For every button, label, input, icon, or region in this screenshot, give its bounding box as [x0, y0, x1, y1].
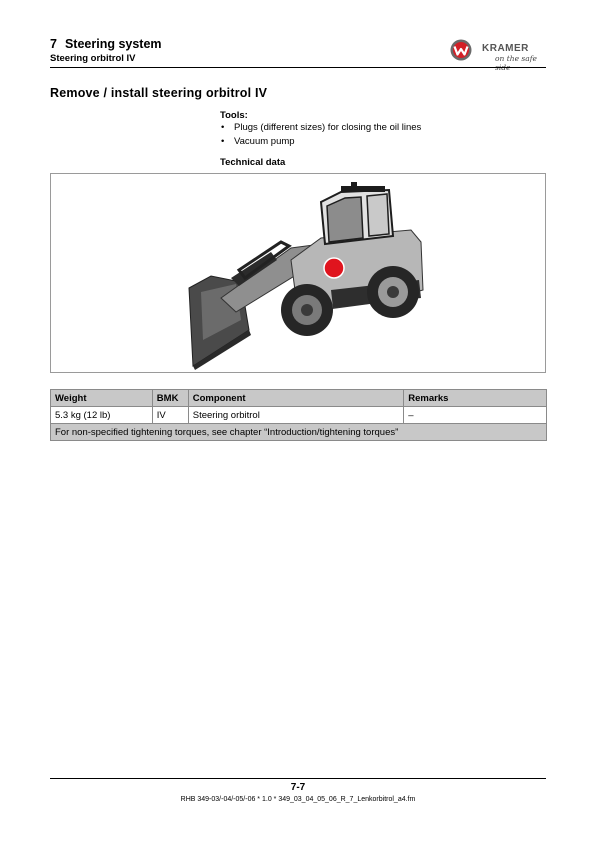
table-note-row: [51, 424, 547, 441]
wheel-loader-image: [181, 180, 431, 370]
tools-list: [220, 121, 421, 149]
header-bmk: BMK: [152, 390, 188, 407]
front-wheel: [281, 284, 333, 336]
section-title: Remove / install steering orbitrol IV: [50, 86, 268, 100]
technical-data-table: [50, 389, 547, 441]
table-row: [51, 407, 547, 424]
tightening-torque-note: For non-specified tightening torques, see chapter “Introduction/tightening torques”: [51, 424, 547, 441]
footer-divider: [50, 778, 546, 779]
document-reference: RHB 349-03/-04/-05/-06 * 1.0 * 349_03_04_05_06_R_7_Lenkorbitrol_a4.fm: [180, 796, 416, 803]
header-divider: [50, 67, 546, 68]
brand-slogan: on the safe: [495, 54, 537, 63]
orbitrol-location-marker: [324, 258, 344, 278]
rear-wheel: [367, 266, 419, 318]
header-remarks: Remarks: [404, 390, 547, 407]
table-header-row: [51, 390, 547, 407]
chapter-number: 7: [50, 37, 57, 51]
chapter-heading: [50, 37, 162, 51]
header-weight: Weight: [51, 390, 153, 407]
tools-label: Tools:: [220, 110, 248, 121]
cell-bmk: IV: [152, 407, 188, 424]
tool-item: • Vacuum pump: [220, 135, 421, 149]
cell-component: Steering orbitrol: [188, 407, 404, 424]
chapter-title: Steering system: [64, 37, 162, 51]
subchapter-title: Steering orbitrol IV: [50, 53, 136, 64]
page-number: 7-7: [290, 782, 306, 793]
header-component: Component: [188, 390, 404, 407]
technical-data-label: Technical data: [220, 157, 286, 168]
brand-name: KRAMER: [482, 43, 529, 54]
kramer-logo: [450, 38, 550, 66]
kramer-logo-mark-icon: [450, 39, 472, 61]
tool-item: • Plugs (different sizes) for closing the oil lines: [220, 121, 421, 135]
cell-remarks: –: [404, 407, 547, 424]
cell-weight: 5.3 kg (12 lb): [51, 407, 153, 424]
wheel-loader-figure: [50, 173, 546, 373]
